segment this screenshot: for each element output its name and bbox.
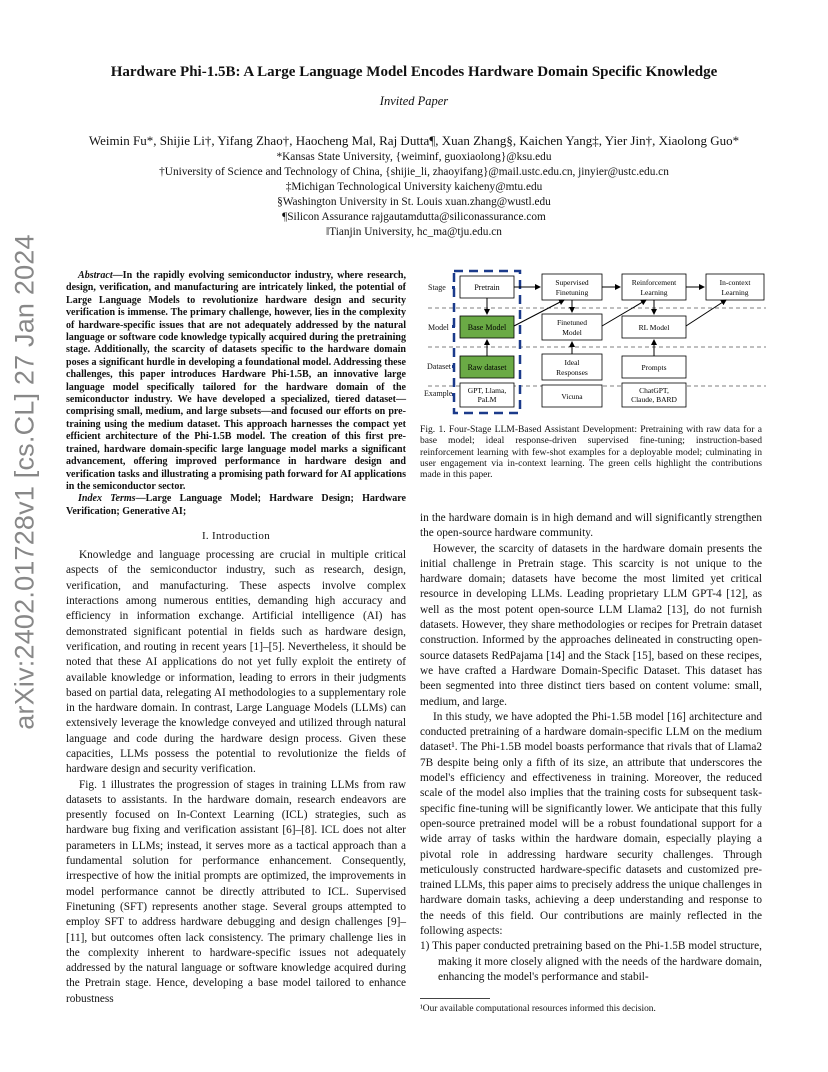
right-paragraph-1: in the hardware domain is in high demand and will significantly strengthen the open-source hardware community. [420, 512, 762, 540]
author-list: Weimin Fu*, Shijie Li†, Yifang Zhao†, Haocheng Ma‖, Raj Dutta¶, Xuan Zhang§, Kaichen Yang‡, Yier Jin†, Xiaolong Guo* [88, 133, 740, 148]
figure-1-caption-block [420, 424, 762, 480]
right-column [420, 511, 762, 985]
intro-paragraph-1: Knowledge and language processing are crucial in multiple critical aspects of the semiconductor industry, such as research, design, verification, and manufacturing. These aspects involve complex interactions among numerous entities, demanding high accuracy and efficiency in information exchange. Artificial intelligence (AI) has demonstrated significant potential in fields such as hardware design, verification, and routing in recent years [1]–[5]. Nevertheless, it should be noted that these AI applications do not yet fully exploit the entirety of available knowledge or information, leading to errors in their judgments based on partial data, relegating AI methodologies to a supplementary role in the hardware domain. In contrast, Large Language Models (LLMs) can extensively leverage the knowledge conveyed and utilized through natural language and code during the hardware design process. Given these capacities, LLMs possess the potential to revolutionize the fields of hardware design and security verification. [66, 549, 406, 776]
abstract-text: —In the rapidly evolving semiconductor industry, where research, design, verification, and manufacturing are intricately linked, the potential of Large Language Models to revolutionize hardware design and security verification is immense. The primary challenge, however, lies in the complexity of hardware-specific issues that are not adequately addressed by the natural language or software code knowledge typically acquired during the pretraining stage. Additionally, the scarcity of datasets specific to the hardware domain poses a significant hurdle in developing a foundational model. Addressing these challenges, this paper introduces Hardware Phi-1.5B, an innovative large language model specifically tailored for the hardware domain of the semiconductor industry. We have developed a specialized, tiered dataset—comprising small, medium, and large subsets—and focused our efforts on pre-training using the medium dataset. This approach harnesses the compact yet efficient architecture of the Phi-1.5B model. The creation of this first pre-trained, hardware domain-specific large language model marks a significant advancement, offering improved performance in hardware design and verification tasks and illustrating a promising path forward for AI applications in the semiconductor sector. [66, 270, 406, 492]
affiliation-1: *Kansas State University, {weiminf, guoxiaolong}@ksu.edu [276, 151, 552, 163]
cell-reinforcement-line1: Reinforcement [631, 278, 677, 287]
cell-vicuna: Vicuna [561, 392, 583, 401]
cell-ideal-line1: Ideal [564, 358, 580, 367]
abstract [66, 270, 406, 493]
affiliation-2: †University of Science and Technology of China, {shijie_li, zhaoyifang}@mail.ustc.edu.cn, jinyier@ustc.edu.cn [159, 166, 669, 178]
right-paragraph-2: However, the scarcity of datasets in the hardware domain presents the initial challenge in Pretrain stage. This scarcity is not unique to the hardware domain; datasets have become the most limited yet critical resource in developing LLMs. Leading proprietary LLM GPT-4 [12], as well as the most potent open-source LLM Llama2 [13], do not furnish datasets. However, they share methodologies or recipes for Pretrain dataset construction. Informed by the approaches delineated in constructing open-source datasets RedPajama [14] and the Stack [15], based on these recipes, we have crafted a Hardware Domain-Specific Dataset. This dataset has been segmented into three distinct tiers based on content volume: small, medium, and large. [420, 542, 762, 708]
row-label-model: Model [428, 323, 449, 332]
contribution-item-1: 1) This paper conducted pretraining based on the Phi-1.5B model structure, making it more closely aligned with the needs of the hardware domain, enhancing the model's performance and stabil- [420, 940, 762, 983]
cell-reinforcement-line2: Learning [640, 288, 668, 297]
paper-title: Hardware Phi-1.5B: A Large Language Model Encodes Hardware Domain Specific Knowledge [110, 64, 718, 80]
paper-subtitle: Invited Paper [379, 94, 449, 108]
contribution-list [420, 939, 762, 985]
row-label-example: Example [424, 389, 453, 398]
intro-paragraph-2: Fig. 1 illustrates the progression of stages in training LLMs from raw datasets to assistants. In the hardware domain, research endeavors are presently focused on In-Context Learning (ICL) strategies, such as hardware bug fixing and verification assistant [6]–[8]. ICL does not alter parameters in LLMs; instead, it serves more as a tactical approach than a fundamental solution for performance enhancement. Consequently, irrespective of how the initial prompts are optimized, the improvements in model performance cannot be directly attributed to ICL. Supervised Finetuning (SFT) represents another stage. Several groups attempted to employ SFT to address hardware debugging and design challenges [9]–[11], but outcomes often lack consistency. The primary challenge lies in the complexity inherent to hardware-specific issues not adequately addressed by the natural language or software knowledge acquired during the Pretrain stage. Hence, developing a base model tailored to enhance robustness [66, 778, 406, 1005]
cell-chatgpt-line2: Claude, BARD [631, 395, 677, 404]
cell-supervised-line1: Supervised [555, 278, 589, 287]
cell-prompts: Prompts [641, 363, 667, 372]
index-terms [66, 493, 406, 518]
cell-rl-model: RL Model [638, 323, 670, 332]
cell-ideal-line2: Responses [556, 368, 588, 377]
arxiv-watermark [9, 234, 40, 730]
arxiv-id: arXiv:2402.01728v1 [cs.CL] 27 Jan 2024 [9, 234, 40, 730]
right-paragraph-3: In this study, we have adopted the Phi-1.5B model [16] architecture and conducted pretraining of a hardware domain-specific LLM on the medium dataset¹. The Phi-1.5B model boasts performance that rivals that of Llama2 7B despite being only a fifth of its size, an attribute that underscores the model's efficiency and effectiveness in training. Moreover, the reduced scale of the model also implies that the training costs for subsequent task-specific fine-tuning will be significantly lower. We anticipate that this fully open-source pretrained model will be a robust foundational support for a wide array of tasks within the hardware domain, especially playing a pivotal role in addressing hardware security challenges. Through meticulously constructed hardware-specific datasets and customized pre-trained LLMs, this paper aims to precisely address the unique challenges in hardware domain tasks, achieving a deep understanding and response to the needs of this field. Our contributions are mainly reflected in the following aspects: [420, 710, 762, 938]
cell-base-model: Base Model [467, 323, 507, 332]
affiliation-5: ¶Silicon Assurance rajgautamdutta@siliconassurance.com [282, 211, 546, 223]
index-terms-text: —Large Language Model; Hardware Design; Hardware Verification; Generative AI; [66, 493, 406, 517]
cell-raw-dataset: Raw dataset [467, 363, 507, 372]
footnote: ¹Our available computational resources informed this decision. [420, 1004, 656, 1014]
cell-chatgpt-line1: ChatGPT, [639, 386, 669, 395]
cell-incontext-line1: In-context [719, 278, 751, 287]
cell-finetuned-line1: Finetuned [557, 318, 587, 327]
affiliation-6: ‖Tianjin University, hc_ma@tju.edu.cn [326, 226, 502, 238]
cell-finetuned-line2: Model [562, 328, 582, 337]
cell-supervised-line2: Finetuning [555, 288, 589, 297]
row-label-stage: Stage [428, 283, 446, 292]
left-column [66, 270, 406, 1007]
cell-gpt-line2: PaLM [477, 395, 497, 404]
figure-1-caption: Fig. 1. Four-Stage LLM-Based Assistant Development: Pretraining with raw data for a base model; ideal response-driven supervised fine-tuning; instruction-based reinforcement learning with few-shot examples for a deployable model; culminating in user engagement via in-context learning. The green cells highlight the contributions made in this paper. [420, 424, 762, 481]
index-terms-label: Index Terms [78, 493, 136, 505]
abstract-label: Abstract [78, 270, 113, 281]
affiliation-4: §Washington University in St. Louis xuan.zhang@wustl.edu [277, 196, 551, 208]
affiliation-3: ‡Michigan Technological University kaicheny@mtu.edu [285, 181, 543, 193]
figure-1-diagram [424, 268, 766, 416]
cell-gpt-line1: GPT, Llama, [467, 386, 507, 395]
cell-pretrain: Pretrain [474, 283, 500, 292]
footnote-rule [420, 998, 490, 999]
cell-incontext-line2: Learning [721, 288, 749, 297]
row-label-dataset: Dataset [427, 362, 451, 371]
section-heading-introduction: I. Introduction [201, 530, 271, 543]
